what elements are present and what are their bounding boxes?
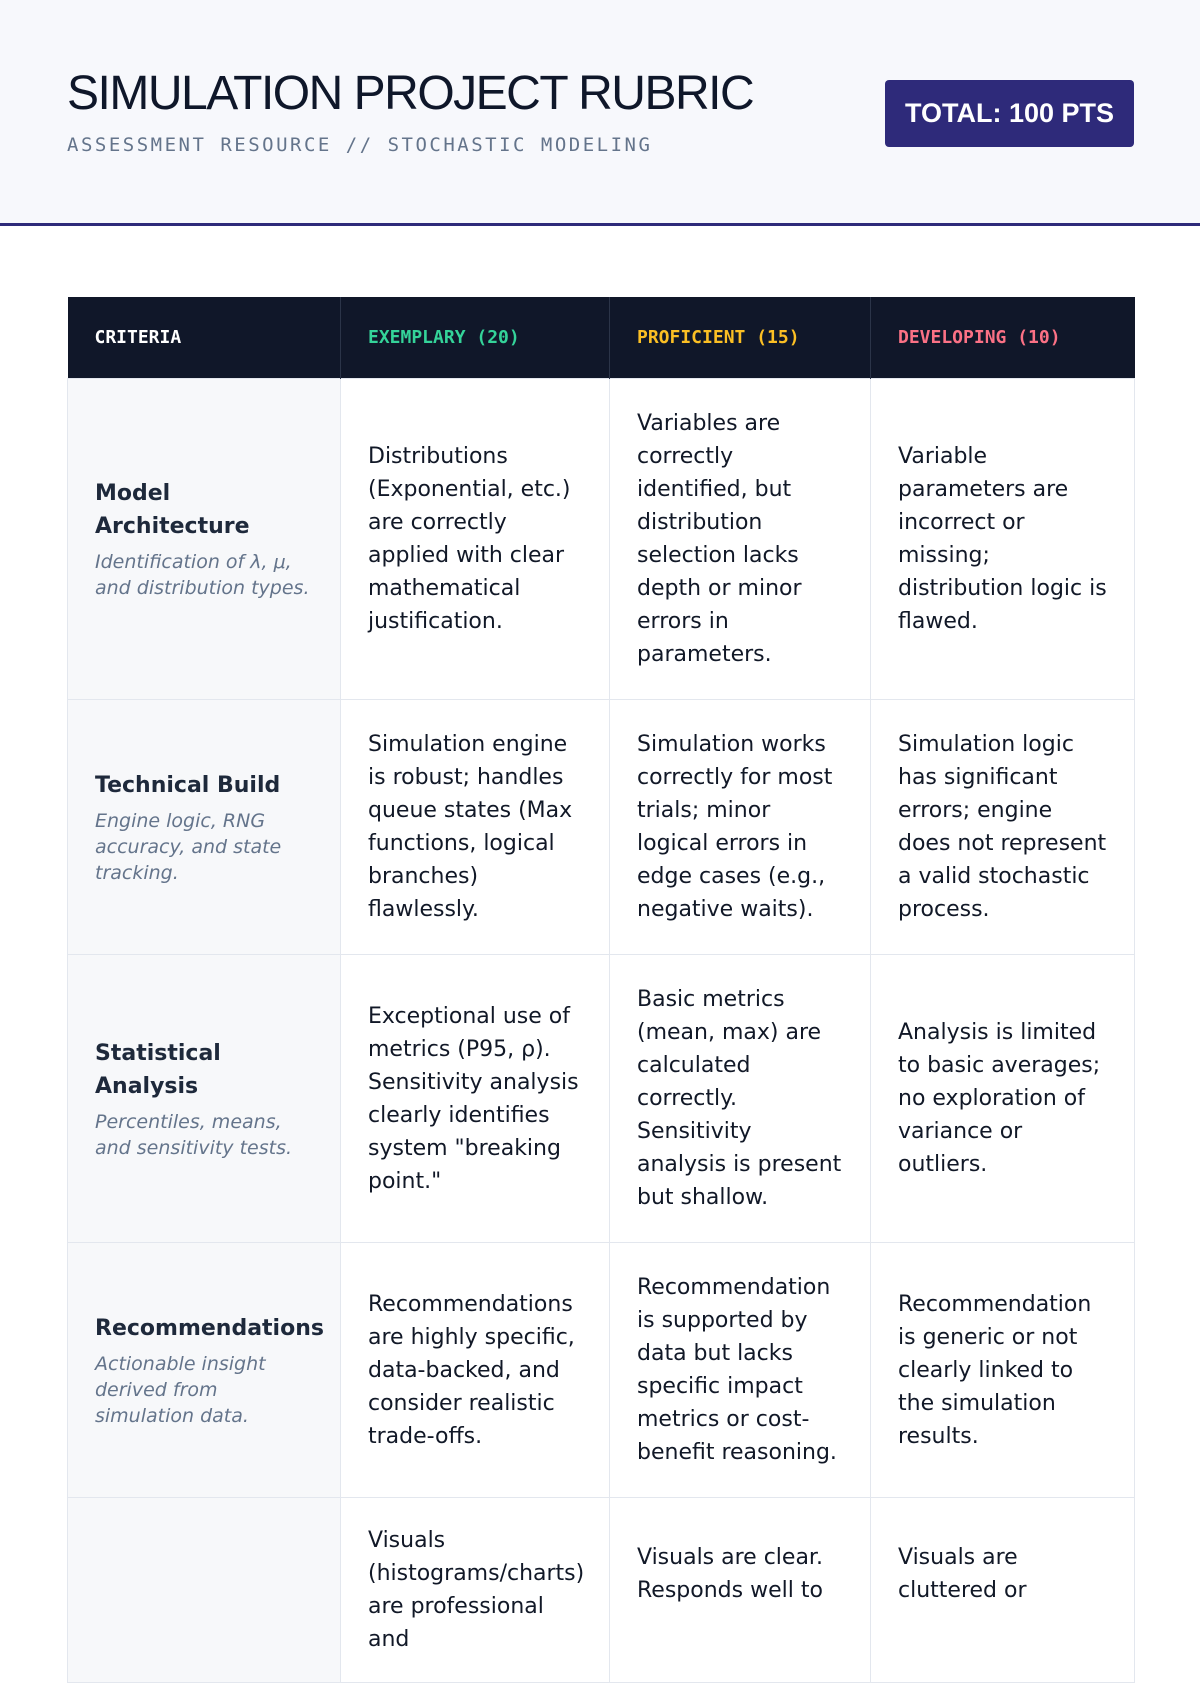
criterion-cell: [68, 700, 341, 955]
proficient-cell: Recommendation is supported by data but lacks specific impact metrics or cost-benefit reasoning.: [610, 1243, 871, 1498]
page-header: [0, 0, 1200, 226]
exemplary-cell: Distributions (Exponential, etc.) are correctly applied with clear mathematical justification.: [341, 379, 610, 700]
developing-cell: Recommendation is generic or not clearly linked to the simulation results.: [871, 1243, 1135, 1498]
exemplary-cell: Visuals (histograms/charts) are professional and: [341, 1498, 610, 1683]
criterion-name: Technical Build: [95, 772, 281, 798]
criterion-description: Percentiles, means, and sensitivity tests.: [95, 1110, 293, 1159]
criterion-name: Recommendations: [95, 1315, 324, 1341]
column-header-proficient: PROFICIENT (15): [610, 297, 871, 379]
criterion-description: Engine logic, RNG accuracy, and state tracking.: [95, 809, 282, 884]
developing-cell: Analysis is limited to basic averages; no exploration of variance or outliers.: [871, 955, 1135, 1243]
proficient-cell: Variables are correctly identified, but distribution selection lacks depth or minor errors in parameters.: [610, 379, 871, 700]
criterion-cell: [68, 955, 341, 1243]
proficient-cell: Visuals are clear. Responds well to: [610, 1498, 871, 1683]
column-header-developing: DEVELOPING (10): [871, 297, 1135, 379]
criterion-cell: [68, 1243, 341, 1498]
exemplary-cell: Simulation engine is robust; handles queue states (Max functions, logical branches) flawlessly.: [341, 700, 610, 955]
table-row: [68, 700, 1135, 955]
exemplary-cell: Recommendations are highly specific, data-backed, and consider realistic trade-offs.: [341, 1243, 610, 1498]
column-header-criteria: CRITERIA: [68, 297, 341, 379]
criterion-cell: [68, 1498, 341, 1683]
page-subtitle: ASSESSMENT RESOURCE // STOCHASTIC MODELING: [67, 134, 653, 156]
criterion-cell: [68, 379, 341, 700]
page-title: SIMULATION PROJECT RUBRIC: [67, 67, 754, 120]
exemplary-cell: Exceptional use of metrics (P95, ρ). Sensitivity analysis clearly identifies system "breaking point.": [341, 955, 610, 1243]
table-row: [68, 379, 1135, 700]
criterion-name: Model Architecture: [95, 481, 250, 539]
rubric-header-row: [68, 297, 1135, 379]
criterion-name: Statistical Analysis: [95, 1040, 221, 1099]
table-row: [68, 1498, 1135, 1683]
developing-cell: Simulation logic has significant errors; engine does not represent a valid stochastic process.: [871, 700, 1135, 955]
developing-cell: Visuals are cluttered or: [871, 1498, 1135, 1683]
proficient-cell: Basic metrics (mean, max) are calculated correctly. Sensitivity analysis is present but shallow.: [610, 955, 871, 1243]
proficient-cell: Simulation works correctly for most trials; minor logical errors in edge cases (e.g., negative waits).: [610, 700, 871, 955]
total-points-badge: TOTAL: 100 PTS: [885, 80, 1134, 147]
criterion-description: Actionable insight derived from simulation data.: [95, 1352, 266, 1427]
column-header-exemplary: EXEMPLARY (20): [341, 297, 610, 379]
table-row: [68, 955, 1135, 1243]
developing-cell: Variable parameters are incorrect or missing; distribution logic is flawed.: [871, 379, 1135, 700]
table-row: [68, 1243, 1135, 1498]
rubric-table: [67, 297, 1135, 1683]
criterion-description: Identification of λ, μ, and distribution types.: [95, 551, 310, 599]
